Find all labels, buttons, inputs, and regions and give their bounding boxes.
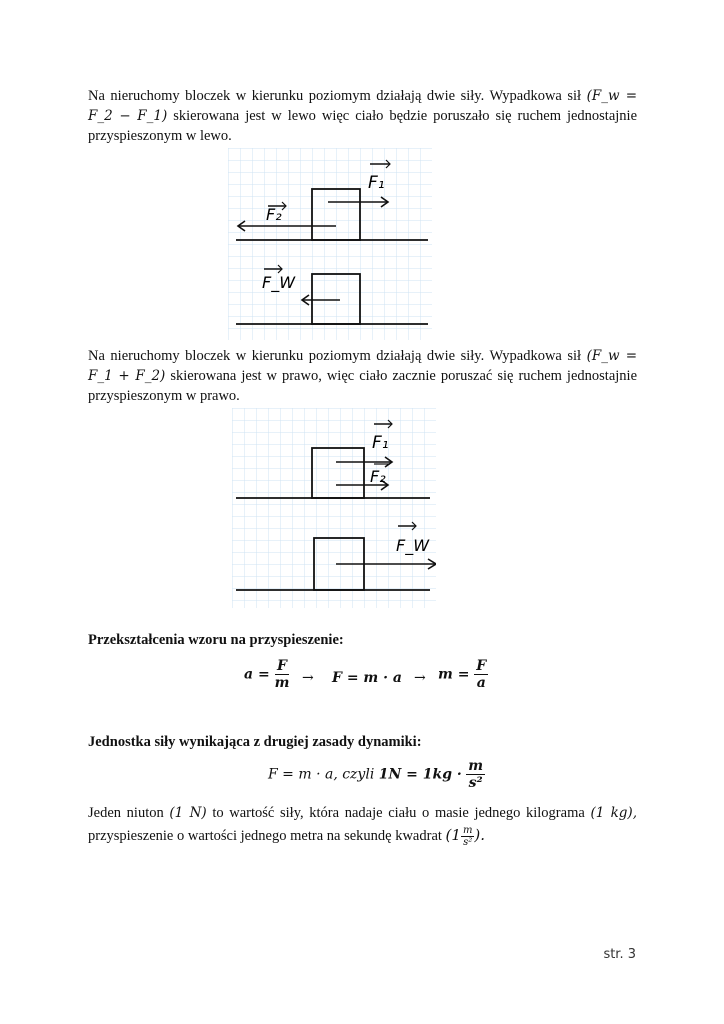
paragraph-2 xyxy=(88,346,637,406)
label-fw: F_W xyxy=(262,273,296,292)
numerator: m xyxy=(462,824,473,836)
grid-paper xyxy=(232,408,436,608)
paragraph-3-c: przyspieszenie o wartości jednego metra na sekundę kwadrat xyxy=(88,828,442,844)
paragraph-1 xyxy=(88,86,637,146)
formula-m-lhs: m = xyxy=(438,666,470,683)
paragraph-1-rest: skierowana jest w lewo więc ciało będzie poruszało się ruchem jednostajnie przyspieszonym w lewo. xyxy=(88,108,638,144)
fraction xyxy=(474,658,488,691)
formula-m xyxy=(438,658,488,691)
label-f1: F₁ xyxy=(372,433,389,453)
label-f1: F₁ xyxy=(368,173,385,193)
formula-f: F = m · a xyxy=(332,670,402,686)
paragraph-2-line1: Na nieruchomy bloczek w kierunku poziomym działają dwie siły. Wypadkowa sił xyxy=(88,348,582,364)
grid-paper xyxy=(228,148,432,340)
unit-newton: (1 N) xyxy=(169,805,207,821)
numerator: F xyxy=(476,658,487,674)
unit-acceleration: (1 $\frac{m}{\text{s²}}$ ). xyxy=(445,824,486,848)
label-f2: F₂ xyxy=(370,467,386,486)
label-fw: F_W xyxy=(396,536,430,555)
paragraph-3-b: to wartość siły, która nadaje ciału o masie jednego kilograma xyxy=(212,805,585,821)
formula-newton-left: F = m · a, czyli xyxy=(268,766,375,783)
section-heading-acceleration: Przekształcenia wzoru na przyspieszenie: xyxy=(88,632,344,648)
formula-newton-bold: 1N = 1kg · xyxy=(378,766,462,783)
unit-kilogram: (1 kg), xyxy=(590,805,637,821)
formula-a-lhs: a = xyxy=(244,666,270,683)
paragraph-3-a: Jeden niuton xyxy=(88,805,164,821)
fraction xyxy=(275,658,290,691)
paragraph-3 xyxy=(88,802,637,848)
numerator: m xyxy=(468,758,484,774)
figure-2 xyxy=(232,408,436,608)
formula-newton xyxy=(268,758,485,791)
figure-1 xyxy=(228,148,432,340)
denominator: a xyxy=(476,675,486,691)
numerator: F xyxy=(275,658,290,675)
page-number: str. 3 xyxy=(603,947,636,962)
fraction xyxy=(461,825,474,848)
arrow-2: → xyxy=(414,670,426,686)
label-f2: F₂ xyxy=(266,205,282,224)
denominator: s² xyxy=(468,775,483,791)
paragraph-2-formula: (F_w = F_1 + F_2) xyxy=(88,348,638,384)
paragraph-1-line1: Na nieruchomy bloczek w kierunku poziomym działają dwie siły. Wypadkowa sił xyxy=(88,88,582,104)
formula-a xyxy=(244,658,289,691)
paragraph-1-formula: (F_w = F_2 − F_1) xyxy=(88,88,638,124)
unit-acceleration-value: 1 xyxy=(451,826,461,844)
denominator: s² xyxy=(463,836,473,848)
section-heading-unit: Jednostka siły wynikająca z drugiej zasady dynamiki: xyxy=(88,734,422,750)
denominator: m xyxy=(274,675,290,691)
paragraph-2-rest: skierowana jest w prawo, więc ciało zacznie poruszać się ruchem jednostajnie przyspieszonym w prawo. xyxy=(88,368,637,404)
fraction xyxy=(466,758,485,791)
arrow-1: → xyxy=(302,670,314,686)
